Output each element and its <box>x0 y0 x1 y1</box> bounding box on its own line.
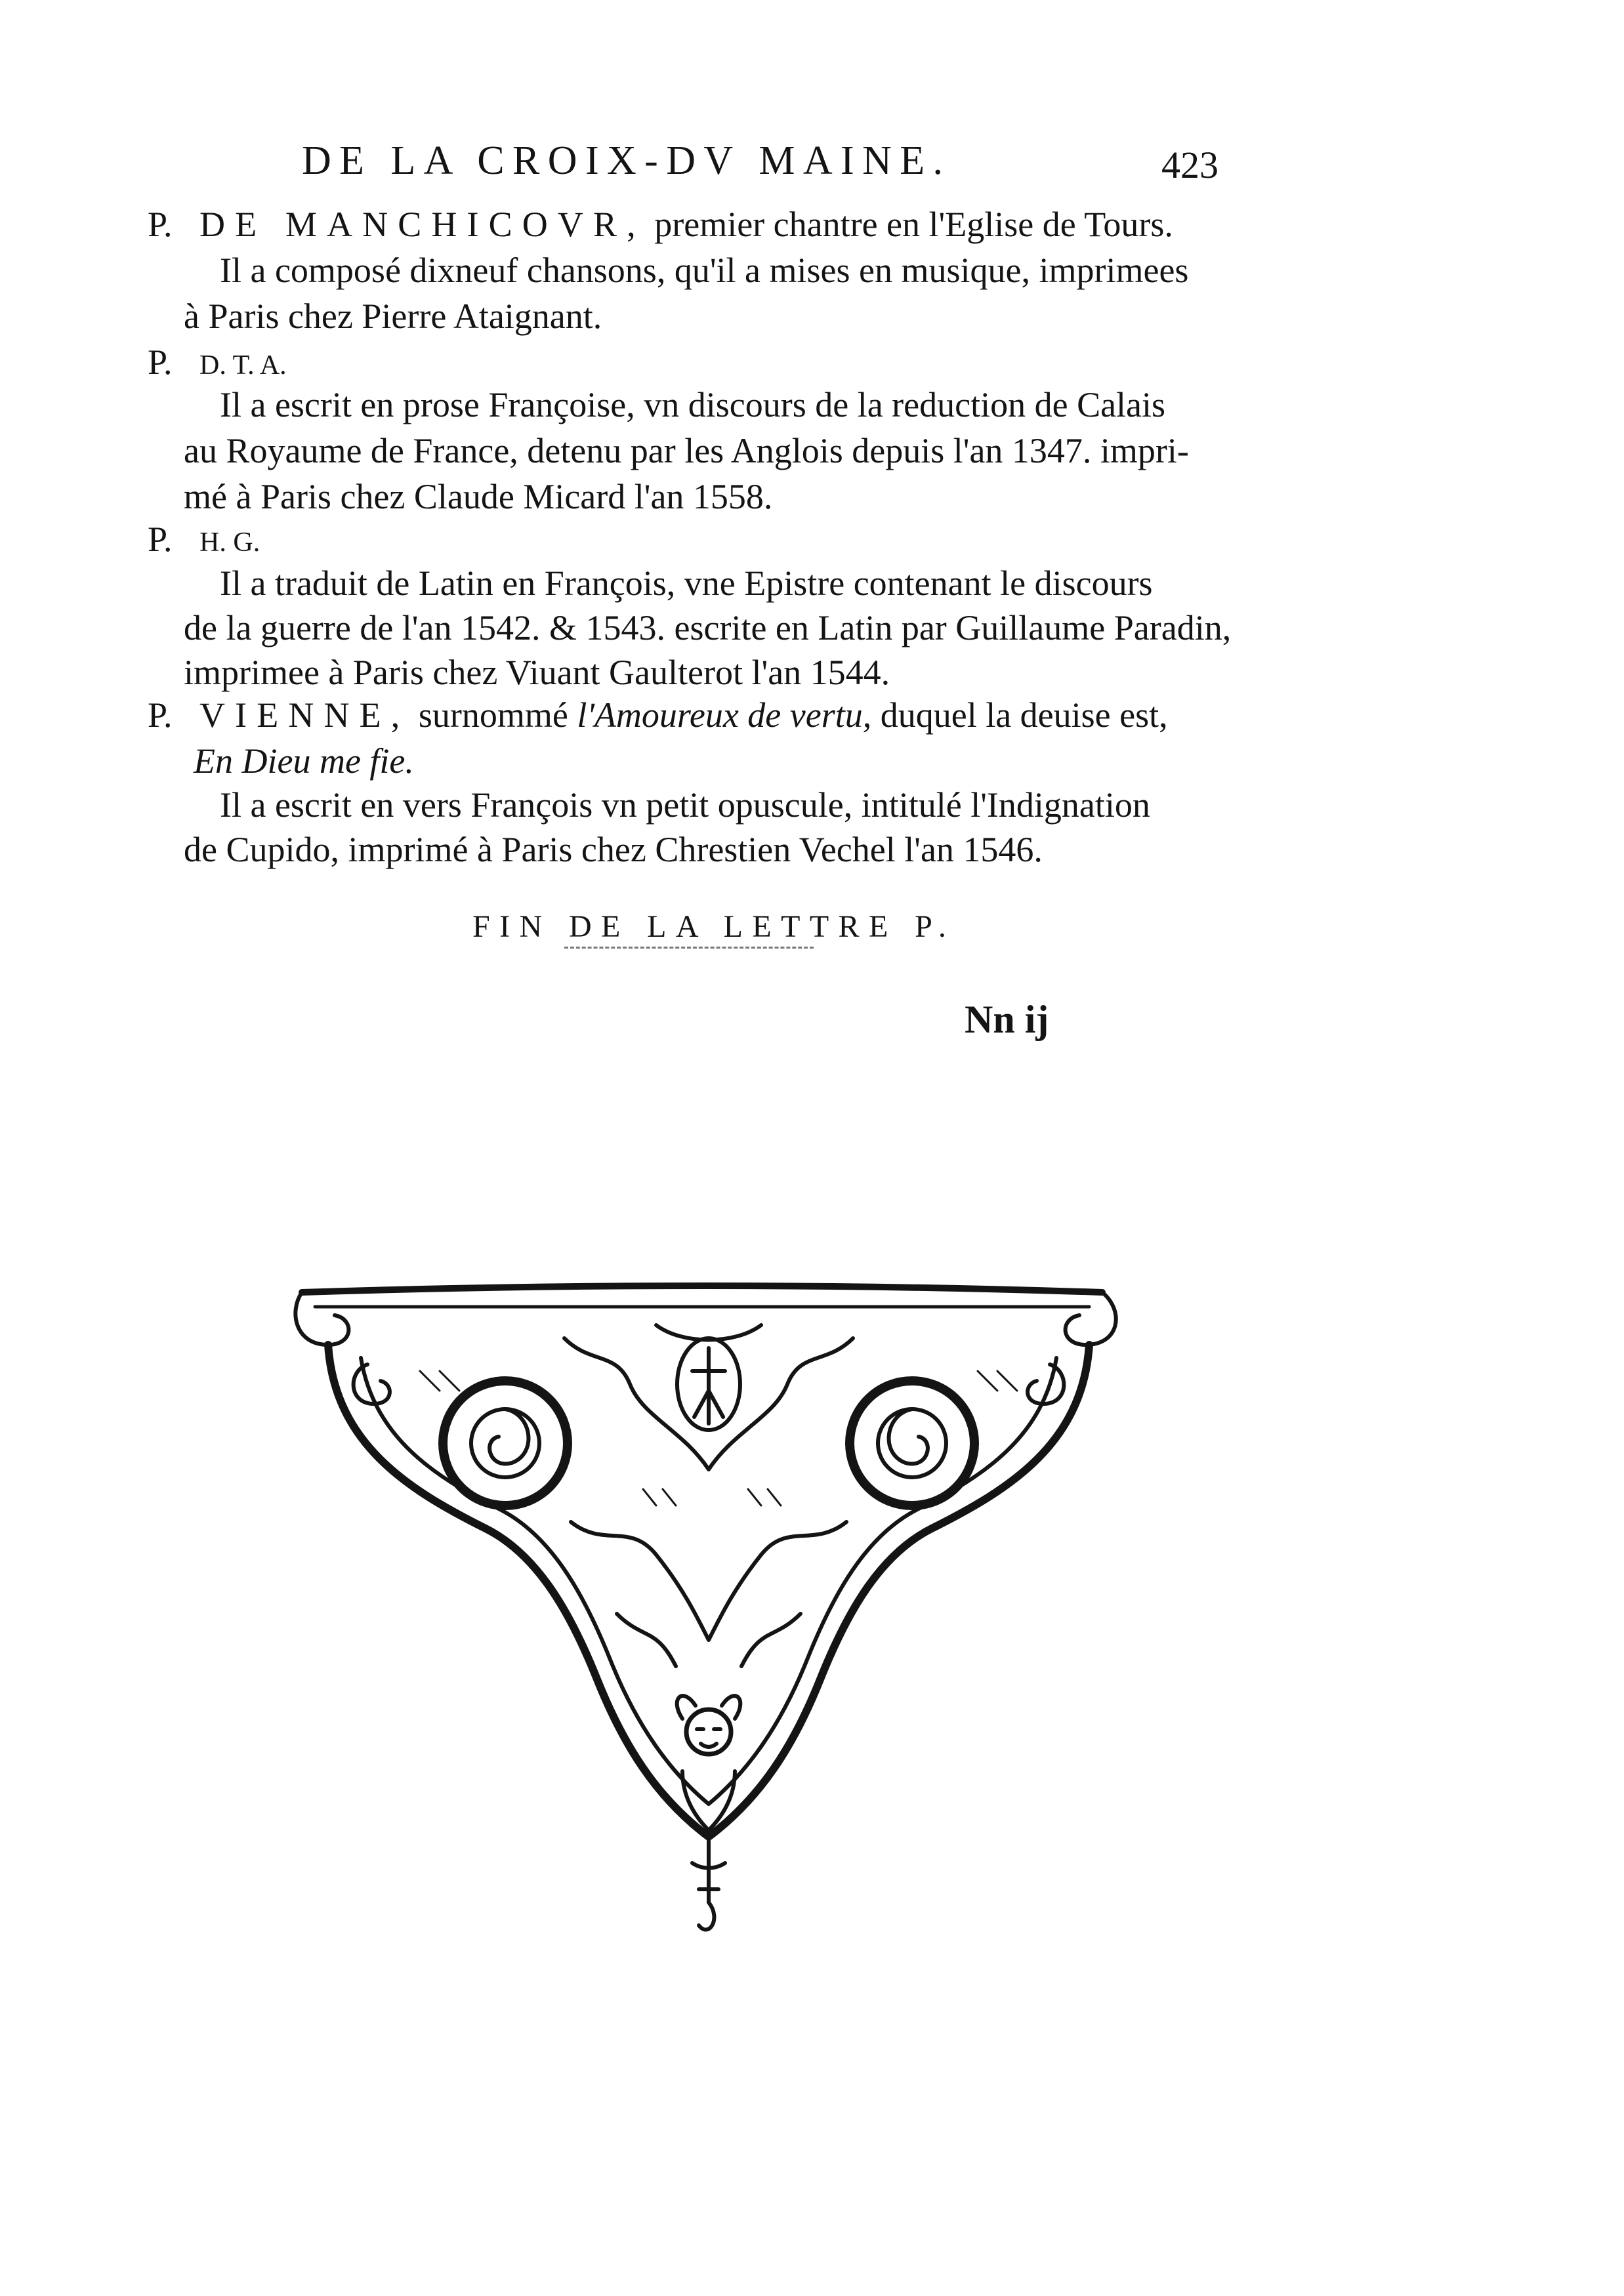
entry-text-line: à Paris chez Pierre Ataignant. <box>184 297 602 336</box>
end-of-letter-note: FIN DE LA LETTRE P. <box>472 909 956 944</box>
entry-text-line: au Royaume de France, detenu par les Anglois depuis l'an 1347. impri- <box>184 431 1189 470</box>
entry-text-line: mé à Paris chez Claude Micard l'an 1558. <box>184 477 773 516</box>
entry-text-line: Il a traduit de Latin en François, vne Epistre contenant le discours <box>220 564 1153 603</box>
entry-heading <box>148 344 287 380</box>
author-note: duquel la deuise est, <box>880 695 1168 735</box>
author-name: VIENNE, <box>199 695 410 735</box>
entry-heading <box>148 522 260 557</box>
entry-text-line: Il a composé dixneuf chansons, qu'il a mises en musique, imprimees <box>220 251 1189 290</box>
entry-text-line: de la guerre de l'an 1542. & 1543. escrite en Latin par Guillaume Paradin, <box>184 608 1232 647</box>
entry-letter: P. <box>148 342 173 382</box>
author-name: DE MANCHICOVR, <box>199 205 646 244</box>
entry-heading <box>148 207 1173 242</box>
author-name: H. G. <box>199 527 260 558</box>
entry-text-line: Il a escrit en prose Françoise, vn discours de la reduction de Calais <box>220 385 1166 424</box>
author-epithet: l'Amoureux de vertu, <box>577 695 872 735</box>
entry-letter: P. <box>148 205 173 244</box>
page-number: 423 <box>1161 144 1218 186</box>
entry-letter: P. <box>148 695 173 735</box>
tailpiece-ornament-icon <box>289 1273 1129 1948</box>
entry-heading <box>148 697 1168 733</box>
author-name: D. T. A. <box>199 350 287 380</box>
entry-text-line: Il a escrit en vers François vn petit opuscule, intitulé l'Indignation <box>220 785 1150 825</box>
running-title: DE LA CROIX-DV MAINE. <box>302 138 951 183</box>
entry-letter: P. <box>148 520 173 559</box>
author-note: surnommé <box>418 695 568 735</box>
motto: En Dieu me fie. <box>194 741 414 781</box>
entry-text-line: imprimee à Paris chez Viuant Gaulterot l'an 1544. <box>184 653 890 692</box>
catchword: Nn ij <box>965 998 1049 1041</box>
author-note: premier chantre en l'Eglise de Tours. <box>654 205 1173 244</box>
entry-text-line: de Cupido, imprimé à Paris chez Chrestien Vechel l'an 1546. <box>184 830 1043 869</box>
decorative-rule <box>564 947 814 949</box>
